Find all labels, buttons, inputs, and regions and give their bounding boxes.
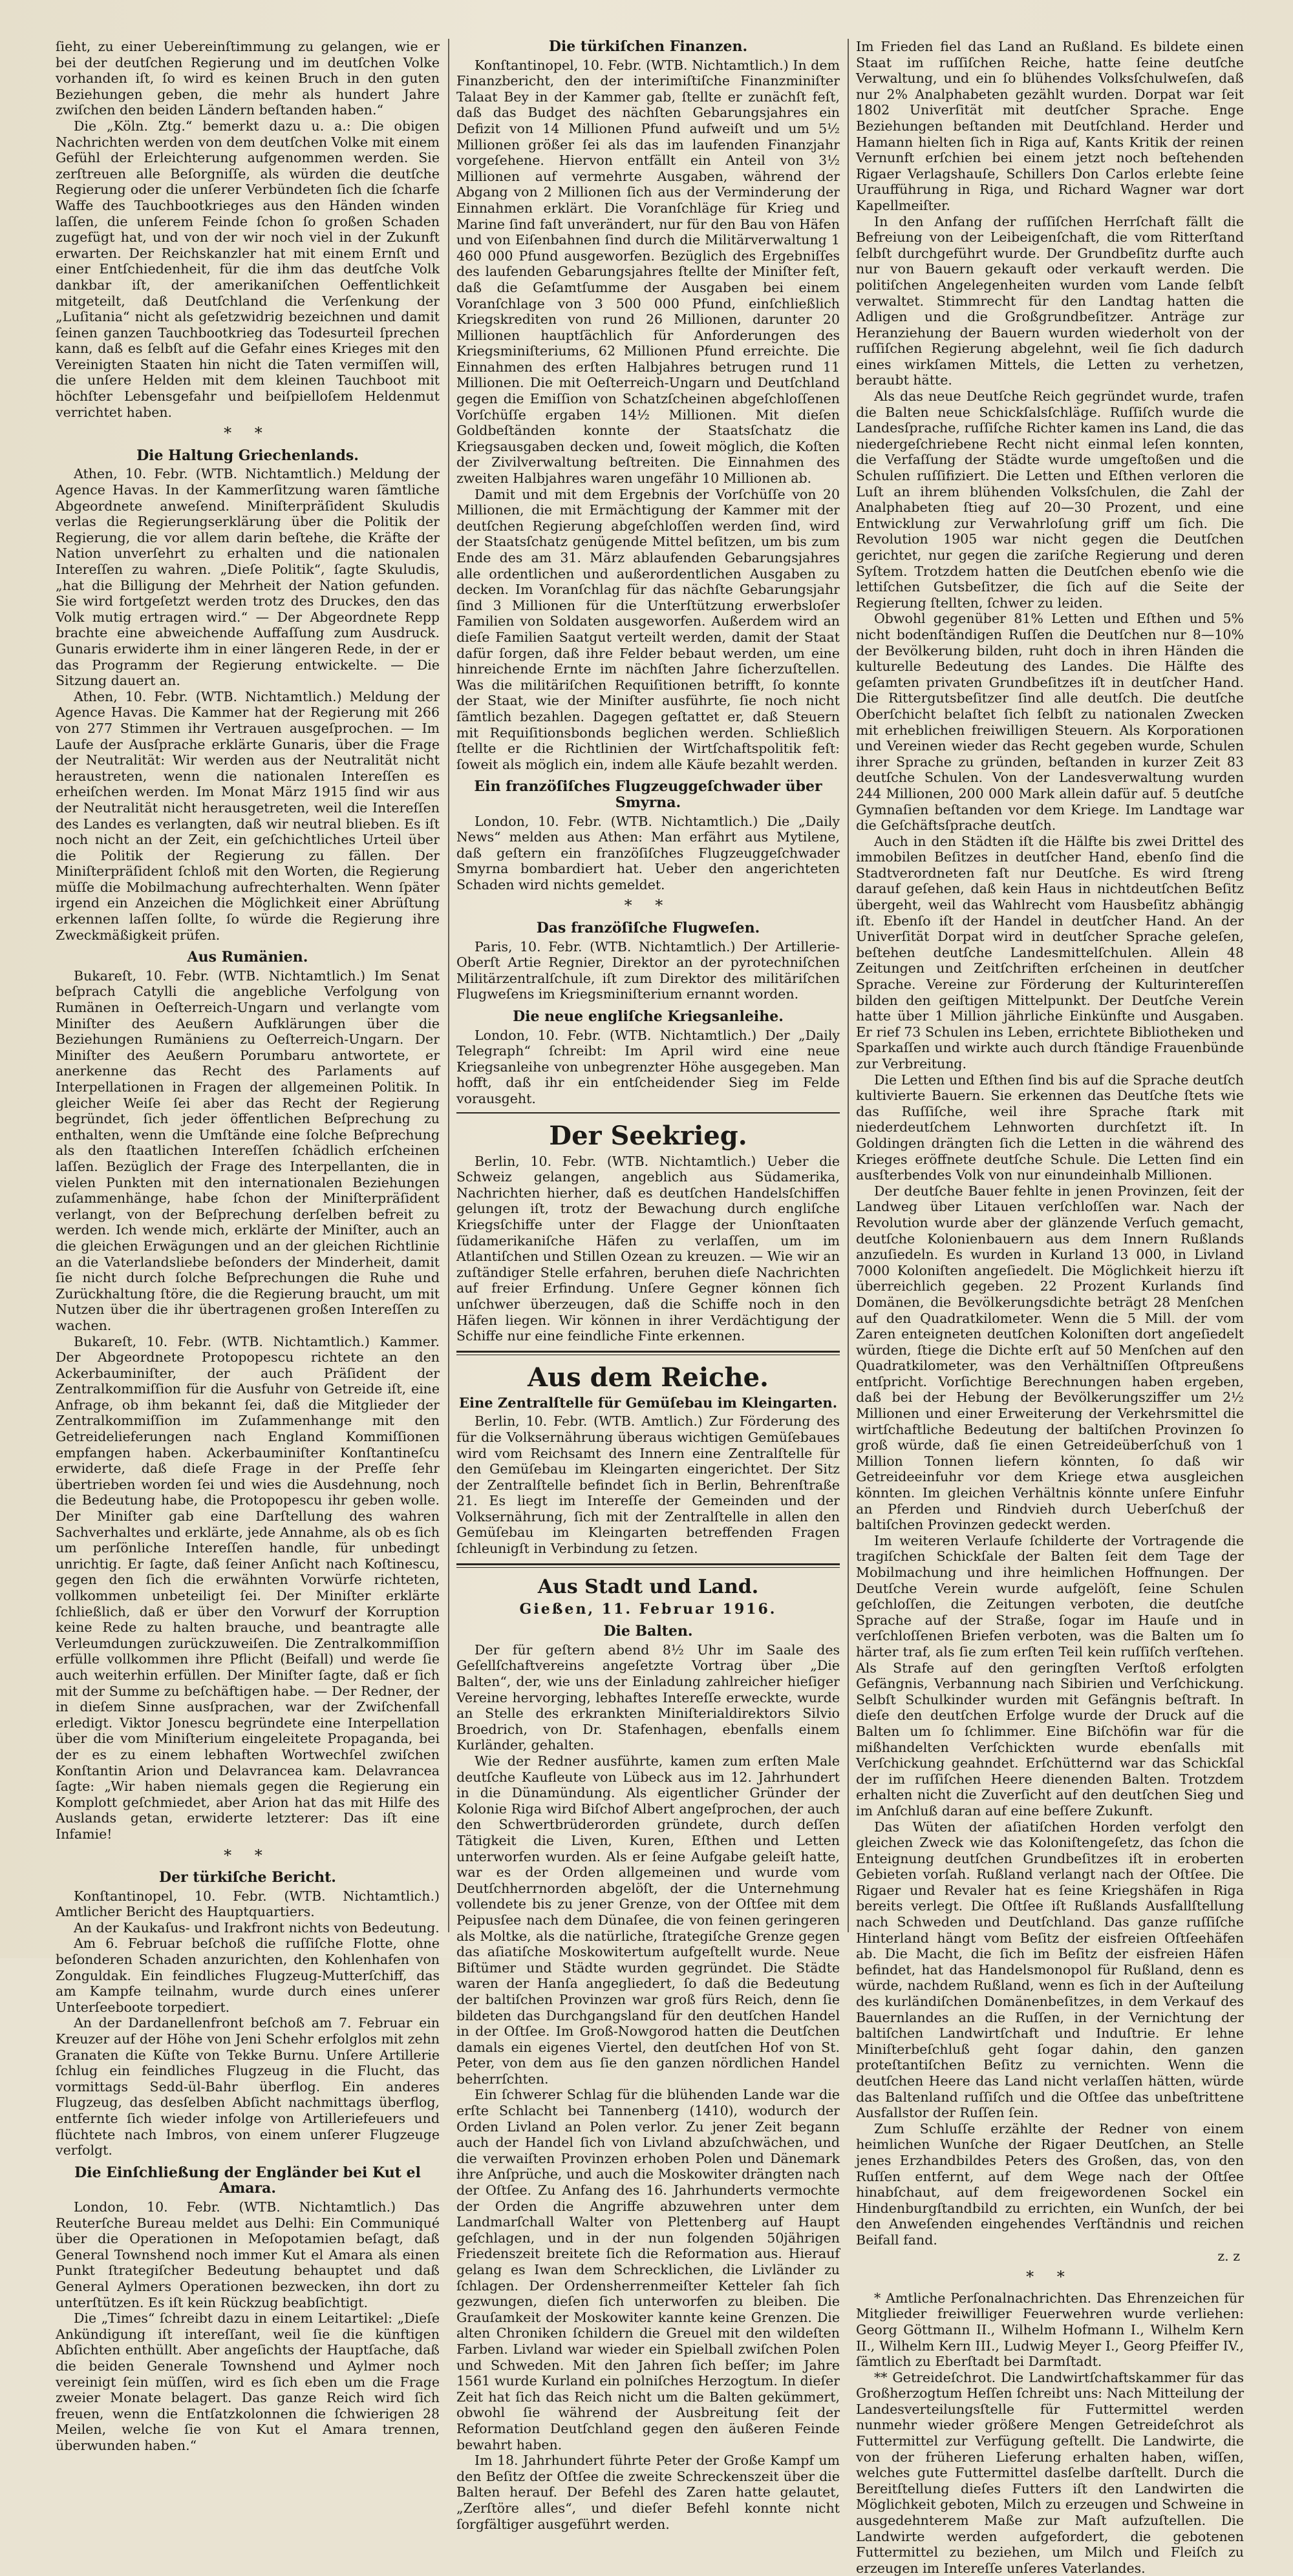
headline-kriegsanleihe: Die neue engliſche Kriegsanleihe. bbox=[513, 1008, 784, 1026]
article-text: An der Kaukaſus- und Irakfront nichts von Bedeutung. bbox=[74, 1919, 440, 1936]
article-text: Im Frieden fiel das Land an Rußland. Es bildete einen Staat im ruſſiſchen Reiche, hatte ſeine deutſche Verwaltung, und ein ſo blühendes Volksſchulweſen, daß nur 2% Analphabeten gezählt wurden. Dorpat war ſeit 1802 Univerſität mit deutſcher Sprache. Enge Beziehungen beſtanden mit Deutſchland. Herder und Hamann hielten ſich in Riga auf, Kants Kritik der reinen Vernunft erſchien bei einem jetzt noch beſtehenden Rigaer Verlagshauſe, Schillers Don Carlos erlebte ſeine Uraufführung in Riga, und Richard Wagner war dort Kapellmeiſter. bbox=[856, 39, 1244, 213]
article-text: Bukareſt, 10. Febr. (WTB. Nichtamtlich.) Im Senat beſprach Catylli die angebliche Verfolgung von Rumänen in Oeſterreich-Ungarn und verlangte vom Miniſter des Aeußern Aufklärungen über die Beziehungen Rumäniens zu Oeſterreich-Ungarn. Der Miniſter des Aeußern Porumbaru antwortete, er anerkenne das Recht des Parlaments auf Interpellationen in Fragen der allgemeinen Politik. In gleicher Weiſe ſei aber das Recht der Regierung begründet, ſich jeder öffentlichen Beſprechung zu enthalten, wenn die Umſtände eine ſolche Beſprechung als den ſtaatlichen Intereſſen ſchädlich erſcheinen laſſen. Bezüglich der Frage des Interpellanten, die in vielen Punkten mit den internationalen Beziehungen zuſammenhänge, habe ſchon der Miniſterpräſident verlangt, von der Beſprechung derſelben befreit zu werden. Ich wende mich, erklärte der Miniſter, auch an die gleichen Erwägungen und an der gleichen Richtlinie an die Vaterlandsliebe beſonders der Minderheit, damit ſie nicht durch ſolche Beſprechungen die Ruhe und Zurückhaltung ſtöre, die die Regierung braucht, um mit Nutzen über die ihr übertragenen großen Intereſſen zu wachen. bbox=[56, 967, 440, 1333]
article-text: Athen, 10. Febr. (WTB. Nichtamtlich.) Meldung der Agence Havas. Die Kammer hat der Regierung mit 266 von 277 Stimmen ihr Vertrauen ausgeſprochen. — Im Laufe der Ausſprache erklärte Gunaris, über die Frage der Neutralität: Wir werden aus der Neutralität nicht heraustreten, wenn die nationalen Intereſſen es erheiſchen werden. Im Monat März 1915 ſind wir aus der Neutralität nicht herausgetreten, weil die Intereſſen des Landes es verlangten, daß wir neutral blieben. Es iſt noch nicht an der Zeit, ein geſchichtliches Urteil über die Politik der Regierung zu fällen. Der Miniſterpräſident ſchloß mit den Worten, die Regierung müſſe die Mobilmachung aufrechterhalten. Wenn ſpäter irgend ein Anzeichen die Möglichkeit einer Abrüſtung erkennen laſſen ſollte, ſo würde die Regierung ihre Zweckmäßigkeit prüfen. bbox=[56, 688, 440, 943]
article-text: Konſtantinopel, 10. Febr. (WTB. Nichtamtlich.) Amtlicher Bericht des Hauptquartiers. bbox=[56, 1888, 440, 1920]
column-rule bbox=[448, 39, 449, 1932]
author-signature: z. z bbox=[1217, 2248, 1240, 2264]
dateline: Gießen, 11. Februar 1916. bbox=[519, 1600, 777, 1618]
article-text: Der für geſtern abend 8½ Uhr im Saale des Geſellſchaftvereins angeſetzte Vortrag über „Die Balten“, der, wie uns der Einladung zahlreicher hieſiger Vereine hervorging, lebhaftes Intereſſe erweckte, wurde an Stelle des erkrankten Miniſterialdirektors Silvio Broedrich, von Dr. Stafenhagen, ebenfalls einem Kurländer, gehalten. bbox=[456, 1642, 840, 1753]
article-text: ** Getreideſchrot. Die Landwirtſchaftskammer für das Großherzogtum Heſſen ſchreibt uns: Nach Mitteilung der Landesverteilungsſtelle für Futtermittel werden nunmehr wieder größere Mengen Getreideſchrot als Futtermittel zur Verfügung geſtellt. Die Landwirte, die von der früheren Lieferung erhalten haben, wiſſen, welches gute Futtermittel dasſelbe darſtellt. Durch die Bereitſtellung dieſes Futters iſt den Landwirten die Möglichkeit geboten, Milch zu erzeugen und Schweine in ausgedehnterem Maße zur Maſt aufzuſtellen. Die Landwirte werden aufgefordert, die gebotenen Futtermittel zu beziehen, um Milch und Fleiſch zu erzeugen im Intereſſe unſeres Vaterlandes. bbox=[856, 2369, 1244, 2576]
article-text: Bukareſt, 10. Febr. (WTB. Nichtamtlich.) Kammer. Der Abgeordnete Protopopescu richtete an den Ackerbauminiſter, der auch Präſident der Zentralkommiſſion für die Ausfuhr von Getreide iſt, eine Anfrage, ob ihm bekannt ſei, daß die Mitglieder der Zentralkommiſſion im Zuſammenhange mit den Getreidelieferungen nach England Kommiſſionen empfangen haben. Ackerbauminiſter Konſtantineſcu erwiderte, daß dieſe Frage in der Preſſe ſehr übertrieben worden ſei und wies die Ausdehnung, noch die Bedeutung habe, die Protopopescu ihr geben wolle. Der Miniſter gab eine Darſtellung des wahren Sachverhaltes und erklärte, jede Annahme, als ob es ſich um perſönliche Intereſſen handle, für unbedingt unrichtig. Er ſagte, daß ſeiner Anſicht nach Koſtinescu, gegen den ſich die erwähnten Vorwürfe richteten, vollkommen unbeteiligt ſei. Der Miniſter erklärte ſchließlich, daß er über den Vorwurf der Korruption keine Rede zu halten brauche, und beantragte alle Verleumdungen zurückzuweiſen. Die Zentralkommiſſion erfülle vollkommen ihre Pflicht (Beifall) und werde ſie auch weiterhin erfüllen. Der Miniſter ſagte, daß er ſich mit der Summe zu beſchäftigen habe. — Der Redner, der in dieſem Sinne ausſprachen, war der Zwiſchenfall erledigt. Viktor Jonescu begründete eine Interpellation über die vom Miniſterium eingeleitete Propaganda, bei der es zu einem lebhaften Wortwechſel zwiſchen Konſtantin Arion und Delavrancea kam. Delavrancea ſagte: „Wir haben niemals gegen die Regierung ein Komplott geſchmiedet, aber Arion hat das mit Hilfe des Auslands getan, erwiderte letzterer: Das iſt eine Infamie! bbox=[56, 1333, 440, 1842]
article-text: ſieht, zu einer Uebereinſtimmung zu gelangen, wie er bei der deutſchen Regierung und im deutſchen Volke vorhanden iſt, ſo wird es keinen Bruch in den guten Beziehungen geben, die mehr als hundert Jahre zwiſchen den beiden Ländern beſtanden haben.“ bbox=[56, 39, 440, 118]
article-text: Im 18. Jahrhundert führte Peter der Große Kampf um den Beſitz der Oſtſee die zweite Schreckenszeit über die Balten herauf. Der Befehl des Zaren hatte gelautet, „Zerſtöre alles“, und dieſer Befehl konnte nicht ſorgfältiger ausgeführt werden. bbox=[456, 2453, 840, 2532]
article-text: Konſtantinopel, 10. Febr. (WTB. Nichtamtlich.) In dem Finanzbericht, den der interimiſtiſche Finanzminiſter Talaat Bey in der Kammer gab, ſtellte er zunächſt feſt, daß das Budget des nächſten Gebarungsjahres ein Defizit von 14 Millionen Pfund aufweiſt und um 5½ Millionen größer ſei als das im laufenden Finanzjahr vorgeſehene. Hiervon entfällt ein Anteil von 3½ Millionen auf vermehrte Ausgaben, während der Abgang von 2 Millionen ſich aus der Verminderung der Einnahmen erklärt. Die Voranſchläge für Krieg und Marine ſind faſt unverändert, nur für den Bau von Häfen und von Eiſenbahnen ſind durch die Militärverwaltung 1 460 000 Pfund ausgeworfen. Bezüglich des Ergebniſſes des laufenden Gebarungsjahres ſtellte der Miniſter feſt, daß die Geſamtſumme der Ausgaben bei einem Voranſchlage von 3 500 000 Pfund, einſchließlich Kriegskrediten von rund 26 Millionen, darunter 20 Millionen hauptſächlich für Anforderungen des Kriegsminiſteriums, 62 Millionen Pfund erreichte. Die Einnahmen des erſten Halbjahres betrugen rund 11 Millionen. Die mit Oeſterreich-Ungarn und Deutſchland gegen die Emiſſion von Schatzſcheinen abgeſchloſſenen Vorſchüſſe ergaben 14½ Millionen. Mit dieſen Goldbeſtänden konnte der Staatsſchatz die Kriegsausgaben decken und, ſoweit möglich, die Koſten der Zivilverwaltung beſtreiten. Die Einnahmen des zweiten Halbjahres waren ungefähr 10 Millionen ab. bbox=[456, 57, 840, 487]
article-text: London, 10. Febr. (WTB. Nichtamtlich.) Der „Daily Telegraph“ ſchreibt: Im April wird eine neue Kriegsanleihe von unbegrenzter Höhe ausgegeben. Man hofft, daß ihr ein entſcheidender Sieg im Felde vorausgeht. bbox=[456, 1027, 840, 1106]
divider bbox=[456, 1351, 840, 1355]
subheadline-gemuesebau: Eine Zentralſtelle für Gemüſebau im Kleingarten. bbox=[458, 1394, 838, 1411]
headline-aus-stadt-und-land: Aus Stadt und Land. bbox=[537, 1575, 759, 1598]
article-text: Die Letten und Eſthen ſind bis auf die Sprache deutſch kultivierte Bauern. Sie erkennen das Deutſche ſtets wie das Ruſſiſche, weil ihre Sprache ſtark mit niederdeutſchem Lehnworten durchſetzt iſt. In Goldingen drängten ſich die Letten in die während des Krieges eröffnete deutſche Schule. Die Letten ſind ein ausſterbendes Volk von nur einundeinhalb Millionen. bbox=[856, 1072, 1244, 1183]
section-separator: * * bbox=[1026, 2268, 1074, 2286]
article-text: Athen, 10. Febr. (WTB. Nichtamtlich.) Meldung der Agence Havas. In der Kammerſitzung waren ſämtliche Abgeordnete anweſend. Miniſterpräſident Skuludis verlas die Regierungserklärung über die Politik der Regierung, die vor allem darin beſtehe, die Kräfte der Nation unverſehrt zu erhalten und die nationalen Intereſſen zu wahren. „Dieſe Politik“, ſagte Skuludis, „hat die Billigung der Mehrheit der Nation gefunden. Sie wird fortgeſetzt werden trotz des Druckes, den das Volk mutig ertragen wird.“ — Der Abgeordnete Repp brachte eine abweichende Auffaſſung zum Ausdruck. Gunaris erwiderte ihm in einer längeren Rede, in der er das Programm der Regierung entwickelte. — Die Sitzung dauert an. bbox=[56, 466, 440, 689]
article-text: Berlin, 10. Febr. (WTB. Amtlich.) Zur Förderung des für die Volksernährung überaus wichtigen Gemüſebaues wird vom Reichsamt des Innern eine Zentralſtelle für den Gemüſebau im Kleingarten eingerichtet. Der Sitz der Zentralſtelle befindet ſich in Berlin, Behrenſtraße 21. Es liegt im Intereſſe der Gemeinden und der Volksernährung, ſich mit der Zentralſtelle in allen den Gemüſebau im Kleingarten betreffenden Fragen ſchleunigſt in Verbindung zu ſetzen. bbox=[456, 1413, 840, 1557]
column-right bbox=[856, 39, 1244, 2576]
section-separator: * * bbox=[224, 424, 272, 443]
headline-aus-dem-reiche: Aus dem Reiche. bbox=[528, 1362, 769, 1393]
headline-kut-el-amara: Die Einſchließung der Engländer bei Kut el Amara. bbox=[74, 2164, 421, 2197]
article-text: Der deutſche Bauer fehlte in jenen Provinzen, ſeit der Landweg über Litauen verſchloſſen war. Nach der Revolution wurde aber der glänzende Verſuch gemacht, deutſche Kolonienbauern aus dem Innern Rußlands anzuſiedeln. Es wurden in Kurland 13 000, in Livland 7000 Koloniſten angeſiedelt. Die Möglichkeit hierzu iſt überreichlich gegeben. 22 Prozent Kurlands ſind Domänen, die Bevölkerungsdichte beträgt 28 Menſchen auf den Quadratkilometer. Wenn die 5 Mill. der vom Zaren enteigneten deutſchen Koloniſten dort angeſiedelt würden, ſtiege die Dichte erſt auf 50 Menſchen auf den Quadratkilometer, was den Verhältniſſen Oſtpreußens entſpricht. Vorſichtige Berechnungen haben ergeben, daß bei der Hebung der Bevölkerungsziffer um 2½ Millionen und einer Erweiterung der Verkehrsmittel die wirtſchaftliche Bedeutung der baltiſchen Provinzen ſo groß würde, daß ſie einen Getreideüberſchuß von 1 Million Tonnen liefern könnten, ſo daß wir Getreideeinfuhr vor dem Kriege etwa ausgleichen könnten. Im gleichen Verhältnis könnte unſere Einfuhr an Pferden und Rindvieh durch Ueberſchuß der baltiſchen Provinzen gedeckt werden. bbox=[856, 1183, 1244, 1533]
article-text: Am 6. Februar beſchoß die ruſſiſche Flotte, ohne beſonderen Schaden anzurichten, den Kohlenhafen von Zonguldak. Ein feindliches Flugzeug-Mutterſchiff, das am Kampfe teilnahm, wurde durch eines unſerer Unterſeeboote torpediert. bbox=[56, 1936, 440, 2015]
article-text: Im weiteren Verlaufe ſchilderte der Vortragende die tragiſchen Schickſale der Balten ſeit dem Tage der Mobilmachung und ihre heimlichen Hoffnungen. Der Deutſche Verein wurde aufgelöſt, ſeine Schulen geſchloſſen, die Zeitungen verboten, die deutſche Sprache auf der Straße, ſogar im Hauſe und in verſchloſſenen Briefen verboten, was die Balten um ſo härter traf, als ſie zum erſten Teil kein ruſſiſch verſtehen. Als Strafe auf den geringſten Verſtoß erfolgten Gefängnis, Verbannung nach Sibirien und Verſchickung. Selbſt Schulkinder wurden mit Gefängnis beſtraft. In dieſe den deutſchen Erfolge wurde der Druck auf die Balten um ſo ſchlimmer. Eine Biſchöfin war für die mißhandelten Verſchickten wurde ebenſalls mit Verſchickung geahndet. Erſchütternd war das Schickſal der im ruſſiſchen Heere dienenden Balten. Trotzdem erhalten nicht die Zuverſicht auf den deutſchen Sieg und im Anſchluß daran auf eine beſſere Zukunft. bbox=[856, 1532, 1244, 1819]
article-text: Obwohl gegenüber 81% Letten und Eſthen und 5% nicht bodenſtändigen Ruſſen die Deutſchen nur 8—10% der Bevölkerung bilden, ruht doch in ihren Händen die kulturelle Bedeutung des Landes. Die Hälfte des geſamten privaten Grundbeſitzes iſt in deutſcher Hand. Die Rittergutsbeſitzer ſind alle deutſch. Die deutſche Oberſchicht belaſtet ſich ſelbſt zu nationalen Zwecken mit erheblichen freiwilligen Steuern. Als Korporationen und Vereinen wieder das Recht gegeben wurde, Schulen ihrer Sprache zu gründen, beſtanden in kurzer Zeit 83 deutſche Schulen. Von der Landesverwaltung wurden 244 Millionen, 200 000 Mark allein dafür auf. 5 deutſche Gymnaſien beſtanden vor dem Kriege. Im Landtage war die Geſchäftsſprache deutſch. bbox=[856, 611, 1244, 834]
headline-tuerkische-finanzen: Die türkiſchen Finanzen. bbox=[548, 38, 748, 55]
article-text: Das Wüten der aſiatiſchen Horden verfolgt den gleichen Zweck wie das Koloniſtengeſetz, das ſchon die Enteignung deutſchen Grundbeſitzes iſt in eroberten Gebieten vorſah. Rußland verlangt nach der Oſtſee. Die Rigaer und Revaler hat es ſeine Kriegshäfen in Riga bereits verlegt. Die Oſtſee iſt Rußlands Ausfallſtellung nach Schweden und Deutſchland. Das ganze ruſſiſche Hinterland hängt vom Beſitz der eisfreien Oſtſeehäfen ab. Die Macht, die ſich im Beſitz der eisfreien Häfen befindet, hat das Handelsmonopol für Rußland, denn es würde, nachdem Rußland, wenn es ſich in der Auſteilung des kurländiſchen Domänenbeſitzes, in dem Verkauf des Bauernlandes an die Ruſſen, in der Vernichtung der baltiſchen Landwirtſchaft und Induſtrie. Er lehne Miniſterbeſchluß geht ſogar dahin, den ganzen proteſtantiſchen Beſitz zu vernichten. Wenn die deutſchen Heere das Land nicht verlaſſen hätten, würde das Baltenland ruſſiſch und die Oſtſee das unbeſtrittene Ausfallstor der Ruſſen ſein. bbox=[856, 1819, 1244, 2121]
section-separator: * * bbox=[224, 1846, 272, 1864]
article-text: Berlin, 10. Febr. (WTB. Nichtamtlich.) Ueber die Schweiz gelangen, angeblich aus Südamerika, Nachrichten hierher, daß es deutſchen Handelsſchiffen gelungen iſt, trotz der Bewachung durch engliſche Kriegsſchiffe unter der Flagge der Unionſtaaten ſüdamerikaniſche Häfen zu verlaſſen, um im Atlantiſchen und Stillen Ozean zu kreuzen. — Wie wir an zuſtändiger Stelle erfahren, beruhen dieſe Nachrichten auf freier Erfindung. Unſere Gegner können ſich unſchwer überzeugen, daß die Schiffe noch in den Häfen liegen. Wir können in ihrer Verdächtigung der Schiffe nur eine feindliche Finte erkennen. bbox=[456, 1153, 840, 1344]
article-text: Damit und mit dem Ergebnis der Vorſchüſſe von 20 Millionen, die mit Ermächtigung der Kammer mit der deutſchen Regierung abgeſchloſſen werden ſind, wird der Staatsſchatz genügende Mittel beſitzen, um bis zum Ende des am 31. März ablaufenden Gebarungsjahres alle ordentlichen und außerordentlichen Ausgaben zu decken. Im Voranſchlag für das nächſte Gebarungsjahr ſind 3 Millionen für die Unterſtützung erwerbsloſer Familien von Soldaten ausgeworfen. Außerdem wird an dieſe Familien Saatgut verteilt werden, damit der Staat dafür ſorgen, daß ihre Felder bebaut werden, um eine hinreichende Ernte im nächſten Jahre ſicherzuſtellen. Was die militäriſchen Requiſitionen betrifft, ſo konnte der Staat, wie der Miniſter ausführte, ſie noch nicht ſämtlich bezahlen. Dagegen geſtattet er, daß Steuern mit Requiſitionsbonds beglichen werden. Schließlich ſtellte er die Richtlinien der Wirtſchaftspolitik feſt: ſoweit als möglich ein, indem alle Käufe bezahlt werden. bbox=[456, 486, 840, 772]
article-text: Die „Köln. Ztg.“ bemerkt dazu u. a.: Die obigen Nachrichten werden von dem deutſchen Volke mit einem Gefühl der Erleichterung aufgenommen werden. Sie zerſtreuen alle Beſorgniſſe, als würden die deutſche Regierung oder die unſerer Verbündeten ſich die ſcharfe Waffe des Tauchbootkrieges aus den Händen winden laſſen, die unſerem Feinde ſchon ſo großen Schaden zugefügt hat, und von der wir noch viel in der Zukunft erwarten. Der Reichskanzler hat mit einem Ernſt und einer Entſchiedenheit, für die ihm das deutſche Volk dankbar iſt, der amerikaniſchen Oeffentlichkeit mitgeteilt, daß Deutſchland die Verſenkung der „Luſitania“ nicht als geſetzwidrig bezeichnen und damit ſeinen ganzen Tauchbootkrieg das Todesurteil ſprechen kann, daß es ſelbſt auf die Gefahr eines Krieges mit den Vereinigten Staaten hin nicht die Taten vermiſſen will, die unſere Helden mit dem kleinen Tauchboot mit höchſter Lebensgefahr und beiſpielloſem Heldenmut verrichtet haben. bbox=[56, 118, 440, 420]
column-left bbox=[56, 39, 440, 2453]
article-text: Ein ſchwerer Schlag für die blühenden Lande war die erſte Schlacht bei Tannenberg (1410), wodurch der Orden Livland an Polen verlor. Zu jener Zeit begann auch der Handel ſich von Livland abzuſchwächen, und die verwaiſten Provinzen erhoben Polen und Dänemark ihre Anſprüche, und auch die Moskowiter drängten nach der Oſtſee. Zu Anfang des 16. Jahrhunderts vermochte der Orden die Angriffe abzuwehren unter dem Landmarſchall Walter von Plettenberg auf Haupt geſchlagen, und in der nun folgenden 50jährigen Friedenszeit breitete ſich die Reformation aus. Hierauf gelang es Iwan dem Schrecklichen, die Livländer zu ſchlagen. Der Ordensherrenmeiſter Ketteler ſah ſich gezwungen, dieſen ſich unterworfen zu bleiben. Die Grauſamkeit der Moskowiter kannte keine Grenzen. Die alten Chroniken ſchildern die Greuel mit den wildeſten Farben. Livland war wieder ein Spielball zwiſchen Polen und Schweden. Mit den Jahren ſich beſſer; im Jahre 1561 wurde Kurland ein polniſches Herzogtum. In dieſer Zeit hat ſich das Reich nicht um die Balten gekümmert, obwohl ſie während der Ausbreitung ſeit der Reformation Deutſchland gegen den äußeren Feinde bewahrt haben. bbox=[456, 2087, 840, 2453]
article-text: Die „Times“ ſchreibt dazu in einem Leitartikel: „Dieſe Ankündigung iſt intereſſant, weil ſie die künftigen Abſichten enthüllt. Aber angeſichts der Hauptſache, daß die beiden Generale Townshend und Aylmer noch vereinigt ſein müſſen, wird es ſich eben um die Frage zweier Monate belagert. Das ganze Reich wird ſich freuen, wenn die Entſatzkolonnen die ſchwierigen 28 Meilen, welche ſie von Kut el Amara trennen, überwunden haben.“ bbox=[56, 2310, 440, 2453]
headline-die-balten: Die Balten. bbox=[603, 1623, 693, 1640]
article-text: London, 10. Febr. (WTB. Nichtamtlich.) Die „Daily News“ melden aus Athen: Man erfährt aus Mytilene, daß geſtern ein franzöſiſches Flugzeuggeſchwader Smyrna bombardiert hat. Ueber den angerichteten Schaden wird nichts gemeldet. bbox=[456, 813, 840, 892]
article-text: Auch in den Städten iſt die Hälfte bis zwei Drittel des immobilen Beſitzes in deutſcher Hand, ebenſo ſind die Stadtverordneten faſt nur Deutſche. Es wird ſtreng darauf geſehen, daß kein Haus in nichtdeutſchen Beſitz übergeht, weil das Wahlrecht vom Hausbeſitz abhängig iſt. Ebenſo iſt der Handel in deutſcher Hand. An der Univerſität Dorpat wird in deutſcher Sprache geleſen, beſtehen deutſche Landesmittelſchulen. Allein 48 Zeitungen und Zeitſchriften erſcheinen in deutſcher Sprache. Vereine zur Förderung der Kulturintereſſen bilden den geiſtigen Mittelpunkt. Der Deutſche Verein hatte über 1 Million jährliche Einkünfte und Ausgaben. Er rief 73 Schulen ins Leben, errichtete Bibliotheken und Sparkaſſen und wirkte auch durch ſtändige Frauenbünde zur Verbreitung. bbox=[856, 833, 1244, 1072]
article-text: Paris, 10. Febr. (WTB. Nichtamtlich.) Der Artillerie-Oberſt Artie Regnier, Direktor an der pyrotechniſchen Militärzentralſchule, iſt zum Direktor des militäriſchen Flugweſens im Kriegsminiſterium ernannt worden. bbox=[456, 938, 840, 1002]
article-text: * Amtliche Perſonalnachrichten. Das Ehrenzeichen für Mitglieder freiwilliger Feuerwehren wurde verliehen: Georg Göttmann II., Wilhelm Hofmann I., Wilhelm Kern II., Wilhelm Kern III., Ludwig Meyer I., Georg Pfeiffer IV., ſämtlich zu Eberſtadt bei Darmſtadt. bbox=[856, 2290, 1244, 2370]
article-text: An der Dardanellenfront beſchoß am 7. Februar ein Kreuzer auf der Höhe von Jeni Schehr erfolglos mit zehn Granaten die Küſte von Tekke Burnu. Unſere Artillerie ſchlug ein feindliches Flugzeug in die Flucht, das vormittags Sedd-ül-Bahr überflog. Ein anderes Flugzeug, das desſelben Abſicht nachmittags überflog, entfernte ſich wieder infolge von Artilleriefeuers und flüchtete nach Imbros, von einem unſerer Flugzeuge verfolgt. bbox=[56, 2015, 440, 2159]
article-text: Zum Schluſſe erzählte der Redner von einem heimlichen Wunſche der Rigaer Deutſchen, an Stelle jenes Erzhandbildes Peters des Großen, das, von den Ruſſen entfernt, auf dem Wege nach der Oſtſee hinabſchaut, auf dem freigewordenen Sockel ein Hindenburgſtandbild zu errichten, ein Wunſch, der bei den Anweſenden eingehendes Verſtändnis und reichen Beifall fand. bbox=[856, 2120, 1244, 2248]
article-text: Als das neue Deutſche Reich gegründet wurde, trafen die Balten neue Schickſalsſchläge. Ruſſiſch wurde die Landesſprache, ruſſiſche Richter kamen ins Land, die das niedergeſchriebene Recht nicht einmal leſen konnten, die Verfaſſung der Städte wurde umgeſtoßen und die Schulen ruſſifiziert. Die Letten und Eſthen verloren die Luſt an ihrem blühenden Volksſchulen, die Zahl der Analphabeten ſtieg auf 20—30 Prozent, und eine Entwicklung zur Verwahrloſung griff um ſich. Die Revolution 1905 war nicht gegen die Deutſchen gerichtet, nur gegen die zariſche Regierung und deren Syſtem. Trotzdem hatten die Deutſchen ebenſo wie die lettiſchen Gutsbeſitzer, die ſich auf die Seite der Regierung ſtellten, ſchwer zu leiden. bbox=[856, 388, 1244, 611]
headline-seekrieg: Der Seekrieg. bbox=[549, 1120, 747, 1151]
headline-rumaenien: Aus Rumänien. bbox=[187, 949, 308, 966]
headline-flugwesen: Das franzöſiſche Flugweſen. bbox=[536, 920, 760, 937]
headline-tuerkischer-bericht: Der türkiſche Bericht. bbox=[159, 1869, 336, 1886]
headline-griechenland: Die Haltung Griechenlands. bbox=[136, 447, 359, 464]
section-separator: * * bbox=[624, 896, 672, 915]
divider bbox=[456, 1563, 840, 1568]
column-rule bbox=[848, 39, 849, 1932]
article-text: Wie der Redner ausführte, kamen zum erſten Male deutſche Kaufleute von Lübeck aus im 12. Jahrhundert in die Dünamündung. Als eigentlicher Gründer der Kolonie Riga wird Biſchof Albert angeſprochen, der auch den Schwertbrüderorden gründete, durch deſſen Tätigkeit die Liven, Kuren, Eſthen und Letten unterworfen wurden. Als er ſeine Aufgabe geleiſt hatte, war es der Orden allgemeinen und wurde vom Deutſchherrnorden abgelöſt, der die Unternehmung vollendete bis zu jener Grenze, von der Oſtſee mit dem Peipusſee nach dem Dünaſee, die von feinen geringeren als Moltke, als die natürliche, ſtrategiſche Grenze gegen das aſiatiſche Moskowitertum aufgeſtellt wurde. Neue Biſtümer und Städte wurden gegründet. Die Städte waren der Hanſa angegliedert, ſo daß die Bedeutung der baltiſchen Provinzen war groß fürs Reich, denn ſie bildeten das Durchgangsland für den deutſchen Handel in der Oſtſee. Im Groß-Nowgorod hatten die Deutſchen damals ein eigenes Viertel, den deutſchen Hof von St. Peter, von dem aus ſie den ganzen nördlichen Handel beherrſchten. bbox=[456, 1753, 840, 2087]
headline-flugzeuggeschwader: Ein franzöſiſches Flugzeuggeſchwader über Smyrna. bbox=[474, 778, 822, 811]
column-middle bbox=[456, 38, 840, 2532]
article-text: London, 10. Febr. (WTB. Nichtamtlich.) Das Reuterſche Bureau meldet aus Delhi: Ein Communiqué über die Operationen in Meſopotamien beſagt, daß General Townshend noch immer Kut el Amara als einen Punkt ſtrategiſcher Bedeutung behauptet und daß General Aylmers Operationen bezwecken, ihn dort zu unterſtützen. Es iſt kein Rückzug beabſichtigt. bbox=[56, 2199, 440, 2310]
divider bbox=[456, 1112, 840, 1114]
article-text: In den Anfang der ruſſiſchen Herrſchaft fällt die Befreiung von der Leibeigenſchaft, die vom Ritterſtand ſelbſt durchgeführt wurde. Der Grundbeſitz durfte auch nur von Bauern gekauft oder verkauft werden. Die politiſchen Angelegenheiten wurden vom Lande ſelbſt verwaltet. Stimmrecht für den Landtag hatten die Adligen und die Großgrundbeſitzer. Anträge zur Heranziehung der Bauern wurden wiederholt von der ruſſiſchen Regierung abgelehnt, weil ſie ſich dadurch eines wirkſamen Mittels, die Letten zu verhetzen, beraubt hätte. bbox=[856, 213, 1244, 388]
